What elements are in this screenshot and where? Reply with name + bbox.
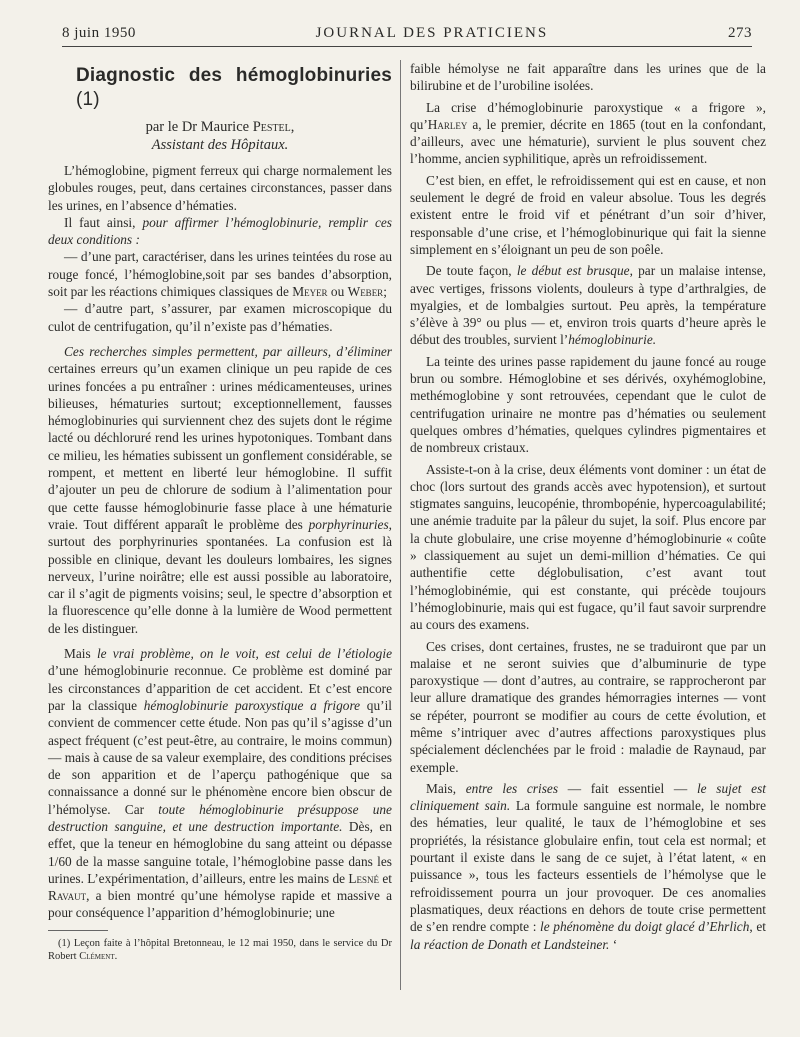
journal-name: JOURNAL DES PRATICIENS <box>315 24 549 41</box>
paragraph: Assiste-t-on à la crise, deux éléments vont dominer : un état de choc (lors surtout des grands accès avec hypotension), et surtout stigmates sanguins, leucopénie, thrombopénie, hypercoagulabilité; une anémie traduite par la pâleur du sujet, la soif. Plus encore par la chute globulaire, une crise moyenne d’hémoglobinurie « coûte » classiquement au sujet un demi-million d’hématies. Ce qui authentifie cette déglobulisation, c’est avant tout l’hémoglobinémie, qui est constante, qui précède toujours l’hémoglobinurie, mais qui est fugace, qu’il faut savoir surprendre au cours des examens. <box>410 461 766 633</box>
paragraph: faible hémolyse ne fait apparaître dans les urines que de la bilirubine et de l’urobiline isolées. <box>410 61 766 94</box>
paragraph: — d’une part, caractériser, dans les urines teintées du rose au rouge foncé, l’hémoglobine,soit par ses bandes d’absorption, soit par les réactions chimiques classiques de Meyer ou Weber; <box>48 249 392 300</box>
running-header <box>62 22 752 44</box>
issue-date: 8 juin 1950 <box>62 24 136 41</box>
footnote: (1) Leçon faite à l’hôpital Bretonneau, le 12 mai 1950, dans le service du Dr Robert Clément. <box>48 937 392 962</box>
left-column <box>48 60 392 963</box>
paragraph: — d’autre part, s’assurer, par examen microscopique du culot de centrifugation, qu’il n’existe pas d’hématies. <box>48 301 392 334</box>
paragraph: L’hémoglobine, pigment ferreux qui charge normalement les globules rouges, peut, dans certaines circonstances, passer dans les urines, en l’absence d’hématies. <box>48 163 392 213</box>
paragraph: Il faut ainsi, pour affirmer l’hémoglobinurie, remplir ces deux conditions : <box>48 214 392 248</box>
title-footnote-marker: (1) <box>76 89 100 110</box>
paragraph: Mais, entre les crises — fait essentiel — le sujet est cliniquement sain. La formule sanguine est normale, le nombre des hématies, leur qualité, le taux de l’hémoglobine et ses propriétés, la résistance globulaire enfin, tout cela est normal; et pourtant il existe dans le sang de ce sujet, à l’état latent, « en puissance », tous les facteurs essentiels de l’hémolyse que le refroidissement pourra un jour provoquer. De ces anomalies plasmatiques, deux réactions en dehors de toute crise permettent de s’en rendre compte : le phénomène du doigt glacé d’Ehrlich, et la réaction de Donath et Landsteiner. ‘ <box>410 780 766 952</box>
footnote-rule <box>48 930 108 931</box>
paragraph: Ces crises, dont certaines, frustes, ne se traduiront que par un malaise et ne seront suivies que d’albuminurie de type paroxystique — dont d’autres, au contraire, se rapprocheront par leur allure dramatique des grandes hémorragies internes — vont se répéter, pourront se modifier au cours de cette évolution, et même s’intriquer avec d’autres affections paroxystiques plus spécialement déclenchées par le froid : maladie de Raynaud, par exemple. <box>410 638 766 775</box>
article-title <box>76 64 392 112</box>
right-column <box>410 60 766 953</box>
column-divider <box>400 60 401 990</box>
paragraph: De toute façon, le début est brusque, par un malaise intense, avec vertiges, frissons violents, douleurs à type d’arthralgies, de myalgies, et de lombalgies surtout. Peu après, la température s’élève à 39° ou plus — et, environ trois quarts d’heure après le début des troubles, survient l’hémoglobinurie. <box>410 263 766 348</box>
paragraph: La teinte des urines passe rapidement du jaune foncé au rouge brun ou sombre. Hémoglobine et ses dérivés, oxyhémoglobine, methémoglobine y sont retrouvées, cependant que le culot de centrifugation urinaire ne montre pas d’hématies ou seulement quelques ombres d’hématies, quelques cylindres pigmentaires et de nombreux cristaux. <box>410 353 766 456</box>
article-title-text: Diagnostic des hémoglobinuries <box>76 65 392 86</box>
author-name: Pestel, <box>252 119 295 135</box>
paragraph: C’est bien, en effet, le refroidissement qui est en cause, et non seulement le degré de froid en valeur absolue. Tous les degrés existent entre le froid vif et pénétrant d’un soir d’hiver, responsable d’une crise, et l’hémoglobinurique qui fait la sienne simplement en s’éloignant un peu de son poêle. <box>410 172 766 257</box>
page-number: 273 <box>727 24 752 41</box>
paragraph: La crise d’hémoglobinurie paroxystique « a frigore », qu’Harley a, le premier, décrite en 1865 (tout en la confondant, d’ailleurs, avec une hématurie), survient le plus souvent chez l’homme, ancien syphilitique, après un refroidissement. <box>410 99 766 167</box>
author-affiliation: Assistant des Hôpitaux. <box>151 137 289 153</box>
header-rule <box>62 46 752 47</box>
paragraph: Mais le vrai problème, on le voit, est celui de l’étiologie d’une hémoglobinurie reconnue. Ce problème est dominé par les circonstances d’apparition de cet accident. Et c’est encore par la classique hémoglobinurie paroxystique a frigore qu’il convient de commencer cette étude. Non pas qu’il s’agisse d’un aspect fréquent (c’est peut-être, au contraire, le moins commun) — mais à cause de sa valeur exemplaire, des conditions précises de son apparition et de l’aperçu pathogénique que sa connaissance a donné sur le phénomène encore bien obscur de l’hémolyse. Car toute hémoglobinurie présuppose une destruction sanguine, et une destruction importante. Dès, en effet, que la teneur en hémoglobine du sang atteint ou dépasse 1/60 de la masse sanguine totale, l’hémoglobine passe dans les urines. L’expérimentation, d’ailleurs, entre les mains de Lesné et Ravaut, a bien montré qu’une hémolyse rapide et massive a pour conséquence l’apparition d’hémoglobinurie; une <box>48 646 393 921</box>
byline <box>48 118 392 136</box>
paragraph: Ces recherches simples permettent, par ailleurs, d’éliminer certaines erreurs qu’un examen clinique un peu rapide de ces urines foncées a pu entraîner : urines médicamenteuses, urines bilieuses, hématuries surtout; exceptionnellement, fausses hémoglobinuries qui surviennent chez des sujets dont le régime lacté ou déchloruré rend les urines hypotoniques. Tombant dans ce milieu, les hématies subissent un gonflement considérable, se rompent, et mettent en liberté leur hémoglobine. Il suffit d’ajouter un peu de chlorure de sodium à l’alimentation pour que cette fausse hémoglobinurie fasse place à une hématurie vraie. Tout différent apparaît le problème des porphyrinuries, surtout des porphyrinuries spontanées. La confusion est là possible en clinique, devant les douleurs lombaires, les signes nerveux, l’urine noirâtre; elle est aussi possible au laboratoire, car il s’agit de pigments voisins; seul, le spectre d’absorption et la fluorescence qu’elle donne à la lumière de Wood permettent de les distinguer. <box>48 343 392 636</box>
author-prefix: par le Dr Maurice <box>145 119 250 135</box>
